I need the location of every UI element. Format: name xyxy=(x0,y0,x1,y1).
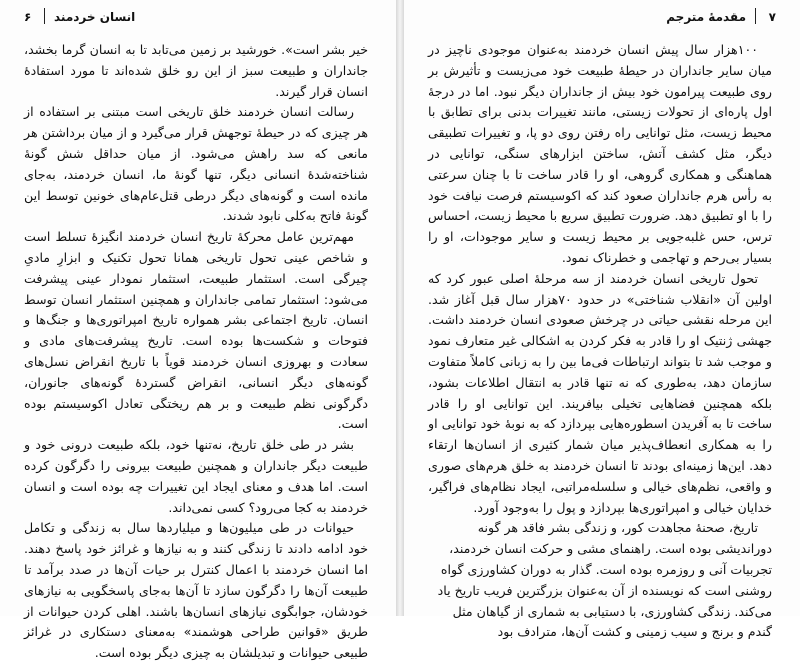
right-page xyxy=(404,0,800,640)
paragraph: ۱۰۰هزار سال پیش انسان خردمند به‌عنوان موجودی ناچیز در میان سایر جانداران در حیطهٔ طبیعت خود می‌زیست و تأثیرش بر روی طبیعت پیرامون خود بیش از جانداران دیگر نبود. اما در درجهٔ اول پاره‌ای از تحولات زیستی، مانند تغییرات بدنی برای تطابق با محیط زیست، مثل توانایی راه رفتن روی دو پا، و تغییرات تطبیقی دیگر، مثل کشف آتش، ساختن ابزارهای سنگی، توانایی در هماهنگی و همکاری گروهی، او را قادر ساخت تا با چنان سرعتی به رأس هرم جانداران صعود کند که اکوسیستم فرصت نیافت خود را با او تطبیق دهد. ضرورت تطبیق سریع با محیط زیست، احساس ترس، حس غلبه‌جویی بر محیط زیست و سایر موجودات، او را بسیار بی‌رحم و تهاجمی و خطرناک نمود. xyxy=(428,42,772,265)
paragraph: رسالت انسان خردمند خلق تاریخی است مبتنی بر استفاده از هر چیزی که در حیطهٔ توجهش قرار می‌گیرد و از میان برداشتن هر مانعی که سد راهش می‌شود. از میان حداقل شش گونهٔ شناخته‌شدهٔ انسانی دیگر، تنها گونهٔ ما، انسان خردمند، به‌جای مانده است و گونه‌های دیگر درطی قتل‌عام‌های خونین توسط این گونهٔ فاتح به‌کلی نابود شدند. xyxy=(24,104,368,224)
right-page-body xyxy=(428,40,772,640)
paragraph: تاریخ، صحنهٔ مجاهدت کور، و زندگی بشر فاقد هر گونه دوراندیشی بوده است. راهنمای مشی و حرکت انسان خردمند، تجربیات آنی و روزمره بوده است. گذار به دوران کشاورزی گواه روشنی است که نویسنده از آن به‌عنوان بزرگترین فریب تاریخ یاد می‌کند. زندگی کشاورزی، با دستیابی به شماری از گیاهان مثل گندم و برنج و سیب زمینی و کشت آن‌ها، مترادف بود xyxy=(437,520,772,640)
left-page-header xyxy=(24,10,372,30)
right-running-title: مقدمهٔ مترجم xyxy=(666,10,746,24)
right-page-number: ۷ xyxy=(768,10,776,24)
paragraph: حیوانات در طی میلیون‌ها و میلیاردها سال به زندگی و تکامل خود ادامه دادند تا زندگی کنند و به نیازها و غرائز خود پاسخ دهند. اما انسان خردمند با اعمال کنترل بر حیات آن‌ها در صدد برآمد تا طبیعت آن‌ها را دگرگون سازد تا آن‌ها به‌جای پاسخگویی به نیازهای خودشان، جوابگوی نیازهای انسان‌ها باشند. اهلی کردن حیوانات از طریق «قوانین طراحی هوشمند» به‌معنای دستکاری در غرائز طبیعی حیوانات و تبدیلشان به چیزی دیگر بوده است. xyxy=(24,520,368,661)
paragraph: تحول تاریخی انسان خردمند از سه مرحلهٔ اصلی عبور کرد که اولین آن «انقلاب شناختی» در حدود ۷۰هزار سال قبل آغاز شد. این مرحله نقشی حیاتی در چرخش صعودی انسان خردمند داشت. جهشی ژنتیک او را قادر به فکر کردن به اشکالی غیر متعارف نمود و موجب شد تا بتواند ارتباطات فی‌ما بین را به زبانی کاملاً متفاوت سازمان دهد، به‌طوری که نه تنها قادر به انتقال اطلاعات بشود، بلکه همچنین فضاهایی تخیلی بیافریند. این توانایی او را قادر ساخت تا به آفریدن اسطوره‌هایی بپردازد که به نوبهٔ خود توانایی او را به همکاری انعطاف‌پذیر میان شمار کثیری از انسان‌ها ارتقاء دهد. این‌ها زمینه‌ای بودند تا انسان خردمند به خلق هرم‌های صوری و واقعی، نظم‌های خیالی و سلسله‌مراتبی، ایجاد نظام‌های فراگیر، خدایان خیالی و امپراتوری‌ها بپردازد و پول را به‌وجود آورد. xyxy=(428,270,772,515)
left-page xyxy=(0,0,396,661)
paragraph: بشر در طی خلق تاریخ، نه‌تنها خود، بلکه طبیعت درونی خود و طبیعت دیگر جانداران و همچنین طبیعت بیرونی را دگرگون کرده است. اما هدف و معنای ایجاد این تغییرات چه بوده است و انسان خردمند به کجا می‌رود؟ کسی نمی‌داند. xyxy=(24,437,368,515)
header-separator xyxy=(755,8,756,24)
header-separator xyxy=(44,8,45,24)
left-running-title: انسان خردمند xyxy=(54,10,136,24)
paragraph: خیر بشر است». خورشید بر زمین می‌تابد تا به انسان گرما بخشد، جانداران و طبیعت سبز از این رو خلق شده‌اند تا مورد استفادهٔ انسان قرار گیرند. xyxy=(24,42,368,99)
right-page-header xyxy=(428,10,776,30)
paragraph: مهم‌ترین عامل محرکهٔ تاریخ انسان خردمند انگیزهٔ تسلط است و شاخص عینی تحول تاریخی همانا تحول تکنیک و ابزارِ مادیِ چیرگی است. استثمار طبیعت، استثمار نمودار عینی پیشرفت می‌شود: استثمار تمامی جانداران و همچنین استثمار انسان توسط انسان. تاریخ اجتماعی بشر همواره تاریخ امپراتوری‌ها و جنگ‌ها و فتوحات و شکست‌ها بوده است. تاریخ پیشرفت‌های مادی و سعادت و بهروزی انسان خردمند قویاً با تاریخ انقراض نسل‌های گونه‌های دیگر انسانی، انقراض گستردهٔ گونه‌های جانوران، دگرگونی نظم طبیعت و بر هم ریختگی تعادل اکوسیستم بوده است. xyxy=(24,229,368,432)
book-gutter xyxy=(396,0,404,616)
left-page-number: ۶ xyxy=(24,10,32,24)
left-page-body xyxy=(24,40,368,661)
